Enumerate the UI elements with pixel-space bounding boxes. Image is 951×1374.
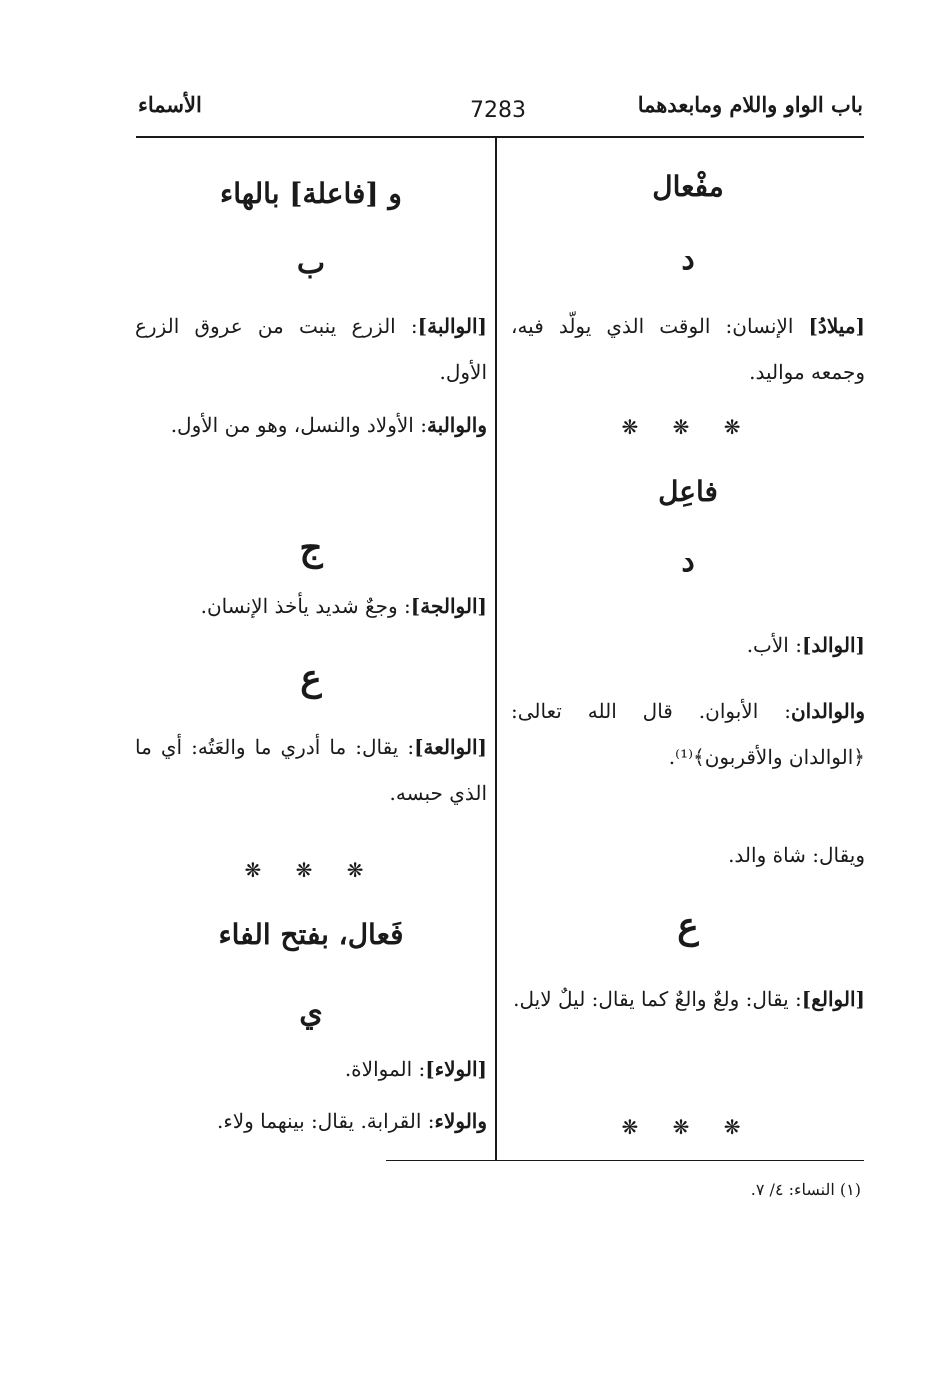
footnote-rule: [386, 1160, 864, 1161]
entry-walidan: [511, 688, 865, 780]
section-separator: ❋ ❋ ❋: [621, 415, 755, 439]
entry-text: : الموالاة.: [344, 1057, 426, 1081]
entry-key: [الوالد]: [801, 633, 865, 657]
section-title: الأسماء: [138, 92, 202, 117]
root-letter: ي: [299, 995, 323, 1030]
entry-key: والوالدان: [790, 699, 865, 723]
entry-key: [الوالبة]: [417, 314, 487, 338]
pattern-heading: مفْعال: [652, 170, 724, 203]
entry-key: والوالبة: [426, 413, 487, 437]
entry-walijah: [135, 583, 487, 629]
entry-key: [الوالجة]: [410, 594, 487, 618]
root-letter: د: [681, 242, 695, 277]
entry-key: [الوالع]: [801, 987, 865, 1011]
root-letter: ب: [296, 246, 326, 281]
entry-text: : الأب.: [746, 633, 802, 657]
entry-walibah-2: [135, 402, 487, 448]
root-letter: ج: [299, 527, 323, 569]
root-letter: ع: [300, 657, 322, 699]
chapter-title: باب الواو واللام ومابعدهما: [637, 92, 863, 117]
entry-wala-2: [135, 1098, 487, 1144]
section-separator: ❋ ❋ ❋: [244, 858, 378, 882]
pattern-heading: فاعِل: [658, 475, 718, 508]
entry-text: : يقال: ولعٌ والعٌ كما يقال: ليلٌ لايل.: [513, 987, 802, 1011]
entry-wali-ah: [135, 724, 487, 816]
root-letter: ع: [677, 905, 699, 947]
entry-milad: [511, 303, 865, 395]
entry-shah-walid: ويقال: شاة والد.: [728, 843, 865, 867]
entry-text: الإنسان: الوقت الذي يولّد فيه، وجمعه مواليد.: [511, 314, 865, 384]
entry-text: : القرابة. يقال: بينهما ولاء.: [216, 1109, 435, 1133]
root-letter: د: [681, 544, 695, 579]
entry-wali: [511, 976, 865, 1022]
pattern-heading: فَعال، بفتح الفاء: [218, 918, 404, 951]
entry-walid: [511, 622, 865, 668]
entry-key: [ميلادُ]: [808, 314, 865, 338]
entry-text: : الزرع ينبت من عروق الزرع الأول.: [135, 314, 487, 384]
column-divider: [495, 138, 497, 1161]
entry-wala: [135, 1046, 487, 1092]
entry-text: : يقال: ما أدري ما والعَتُه: أي ما الذي حبسه.: [135, 735, 487, 805]
entry-walibah: [135, 303, 487, 395]
header-rule: [136, 136, 864, 138]
entry-key: والولاء: [434, 1109, 487, 1133]
footnote: (١) النساء: ٤/ ٧.: [750, 1180, 861, 1199]
section-separator: ❋ ❋ ❋: [621, 1115, 755, 1139]
entry-text: : الأبوان. قال الله تعالى: ﴿الوالدان والأقربون﴾⁽¹⁾.: [511, 699, 865, 769]
pattern-heading: و [فاعلة] بالهاء: [220, 177, 402, 210]
entry-text: : الأولاد والنسل، وهو من الأول.: [170, 413, 427, 437]
entry-key: [الولاء]: [425, 1057, 487, 1081]
entry-key: [الوالعة]: [414, 735, 487, 759]
entry-text: : وجعٌ شديد يأخذ الإنسان.: [200, 594, 411, 618]
page-number: 7283: [470, 98, 526, 123]
